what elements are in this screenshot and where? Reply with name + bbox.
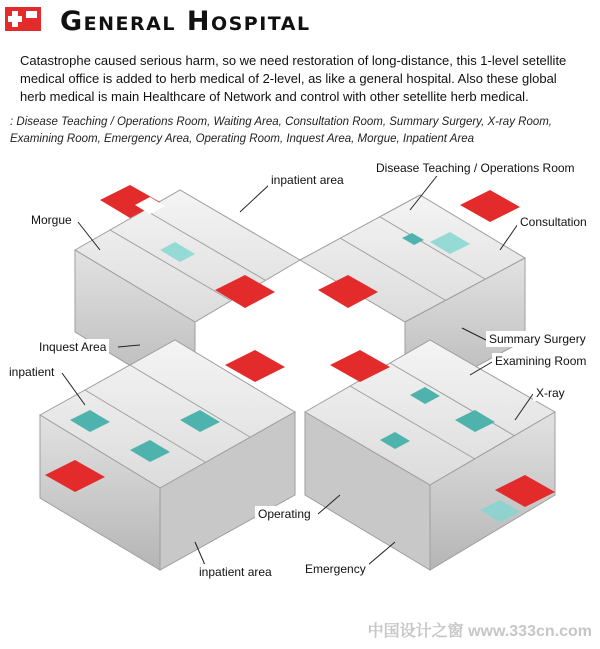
page-title: General Hospital	[60, 6, 311, 37]
label-operating: Operating	[255, 506, 314, 522]
header	[4, 4, 596, 38]
wing-bottom-right	[305, 340, 555, 570]
label-morgue: Morgue	[28, 212, 75, 228]
hospital-floorplan-illustration	[0, 150, 600, 620]
rooms-list: : Disease Teaching / Operations Room, Waiting Area, Consultation Room, Summary Surgery, X-ray Room, Examining Room, Emergency Area, Operating Room, Inquest Area, Morgue, Inpatient Area	[10, 116, 553, 145]
wing-bottom-left	[40, 340, 295, 570]
red-cross-logo-icon	[4, 6, 44, 32]
label-inpatient: inpatient	[6, 364, 57, 380]
description-text: Catastrophe caused serious harm, so we need restoration of long-distance, this 1-level setellite medical office is added to herb medical of 2-level, as like a general hospital. Also these global herb medical is main Healthcare of Network and control with other setellite herb medical.	[20, 53, 567, 104]
watermark: 中国设计之窗 www.333cn.com	[367, 623, 592, 640]
label-inpatient-area-bottom: inpatient area	[196, 564, 275, 580]
label-examining-room: Examining Room	[492, 353, 589, 369]
label-emergency: Emergency	[302, 561, 369, 577]
label-consultation: Consultation	[517, 214, 590, 230]
label-summary-surgery: Summary Surgery	[486, 331, 589, 347]
label-disease-teaching: Disease Teaching / Operations Room	[373, 160, 578, 176]
label-x-ray: X-ray	[533, 385, 568, 401]
label-inquest-area: Inquest Area	[36, 339, 109, 355]
label-inpatient-area-top: inpatient area	[268, 172, 347, 188]
